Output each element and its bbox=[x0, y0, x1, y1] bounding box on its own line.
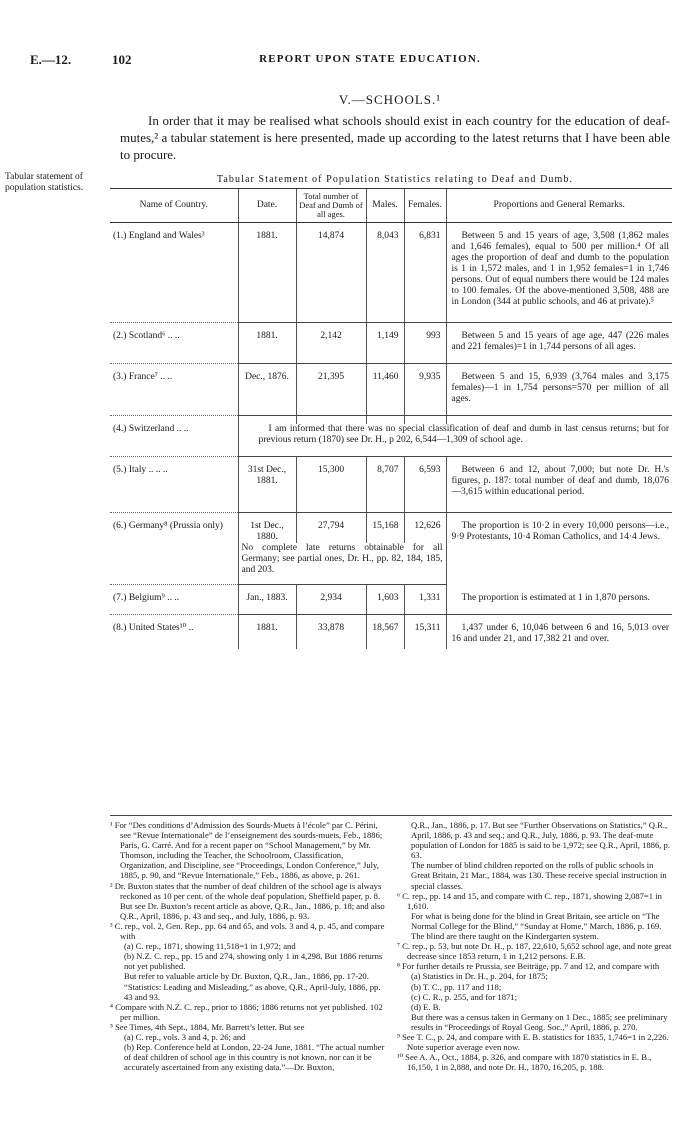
country-cell: (5.) Italy .. .. .. bbox=[110, 465, 238, 513]
remarks-cell bbox=[446, 231, 672, 323]
remarks-text: The proportion is 10·2 in every 10,000 persons—i.e., 9·9 Protestants, 10·4 Roman Catholics, and 14·4 Jews. bbox=[451, 521, 669, 542]
table-row bbox=[110, 372, 672, 416]
footnote: (b) Rep. Conference held at London, 22-24 June, 1881. “The actual number of deaf children of school age in this country is not known, nor can it be accurately ascertained from any existing data.”—Dr. Buxton, bbox=[124, 1042, 385, 1073]
females-cell: 1,331 bbox=[404, 593, 446, 615]
date-cell: 1881. bbox=[238, 231, 296, 323]
footnote: (c) C. R., p. 255, and for 1871; bbox=[411, 991, 517, 1002]
females-cell: 6,593 bbox=[404, 465, 446, 513]
remarks-cell bbox=[446, 593, 672, 615]
footnote: ¹ For “Des conditions d’Admission des Sourds-Muets à l’école” par C. Périni, see “Revue Internationale” de l’enseignement des sourds-muets, Feb., 1886; Paris, G. Carré. And for a recent paper on “School Management,” by Mr. Thomson, including the Teacher, the Schoolroom, Classification, Organization, and Discipline, see “Proceedings, London Conference,” July, 1885, p. 90, and “Revue Internationale,” Feb., 1886, as above, p. 261. bbox=[110, 820, 383, 881]
section-title: V.—SCHOOLS.¹ bbox=[338, 92, 442, 107]
table-caption: Tabular Statement of Population Statistics relating to Deaf and Dumb. bbox=[216, 174, 574, 185]
margin-note: Tabular statement of population statistics. bbox=[5, 172, 84, 193]
page-header bbox=[30, 52, 670, 70]
footnotes-column-right bbox=[397, 820, 672, 1072]
footnote: ¹⁰ See A. A., Oct., 1884, p. 326, and compare with 1870 statistics in E. B., 16,150, 1 in 2,888, and note Dr. H., 1870, 16,205, p. 188. bbox=[397, 1052, 652, 1073]
total-cell: 15,300 bbox=[296, 465, 366, 513]
table-row bbox=[110, 623, 672, 649]
females-cell: 993 bbox=[404, 331, 446, 364]
table-row bbox=[110, 521, 672, 543]
footnote: (a) C. rep., vols. 3 and 4, p. 26; and bbox=[124, 1031, 246, 1042]
remarks-text: I am informed that there was no special classification of deaf and dumb in last census returns; but for previous return (1870) see Dr. H., p 202, 6,544—1,309 of school age. bbox=[258, 424, 669, 445]
remarks-cell bbox=[446, 331, 672, 364]
footnote: ⁹ See T. C., p. 24, and compare with E. B. statistics for 1835, 1,746=1 in 2,226. Note superior average even now. bbox=[397, 1031, 669, 1053]
table-header-row bbox=[110, 189, 672, 223]
table-row bbox=[110, 424, 672, 457]
remarks-text: The proportion is estimated at 1 in 1,870 persons. bbox=[461, 593, 650, 603]
footnote: (b) T. C., pp. 117 and 118; bbox=[411, 981, 502, 992]
remarks-text: Between 5 and 15, 6,939 (3,764 males and 3,175 females)—1 in 1,754 persons=570 per million of all ages. bbox=[451, 372, 669, 404]
country-cell: (2.) Scotland⁶ .. .. bbox=[110, 331, 238, 364]
table-row bbox=[110, 593, 672, 615]
males-cell: 8,707 bbox=[366, 465, 404, 513]
footnote: ⁷ C. rep., p. 53, but note Dr. H., p. 187, 22,610, 5,652 school age, and note great decrease since 1853 return, 1 in 1,212 persons. E.B. bbox=[397, 941, 672, 962]
date-cell: Dec., 1876. bbox=[238, 372, 296, 416]
total-cell: 2,142 bbox=[296, 331, 366, 364]
doc-code: E.—12. bbox=[30, 52, 72, 67]
footnote: But refer to valuable article by Dr. Buxton, Q.R., Jan., 1886, pp. 17-20. “Statistics: Leading and Misleading,” as above, Q.R., April-July, 1886, pp. 43 and 93. bbox=[124, 971, 381, 1002]
header-remarks: Proportions and General Remarks. bbox=[446, 189, 672, 223]
table-row bbox=[110, 331, 672, 364]
total-cell: 27,794 bbox=[296, 521, 366, 543]
table-row bbox=[110, 231, 672, 323]
footnote: (a) Statistics in Dr. H., p. 204, for 1875; bbox=[411, 971, 548, 982]
date-cell: 1881. bbox=[238, 331, 296, 364]
remarks-text: 1,437 under 6, 10,046 between 6 and 16, 5,013 over 16 and under 21, and 17,382 21 and over. bbox=[451, 623, 669, 644]
country-cell: (4.) Switzerland .. .. bbox=[110, 424, 238, 457]
footnote: ⁶ C. rep., pp. 14 and 15, and compare with C. rep., 1871, showing 2,087=1 in 1,610. bbox=[397, 890, 662, 911]
footnote: ² Dr. Buxton states that the number of deaf children of the school age is always reckoned as 10 per cent. of the whole deaf population, Sheffield paper, p. 8. But see Dr. Buxton’s recent article as above, Q.R., Jan., 1886, p. 18; and also Q.R., April, 1886, p. 43 and seq., and July, 1886, p. 93. bbox=[110, 880, 385, 921]
footnote: The number of blind children reported on the rolls of public schools in Great Britain, 21 Mar., 1884, was 130. These receive special instruction in special classes. bbox=[411, 860, 667, 891]
footnote: But there was a census taken in Germany on 1 Dec., 1885; see preliminary results in “Proceedings of Royal Geog. Soc.,” April, 1886, p. 270. bbox=[411, 1011, 668, 1032]
footnote: (b) N.Z. C. rep., pp. 15 and 274, showing only 1 in 4,298. But 1886 returns not yet published. bbox=[124, 951, 383, 972]
remarks-text: Between 6 and 12, about 7,000; but note Dr. H.'s figures, p. 187: total number of deaf and dumb, 18,076—3,615 within educational period. bbox=[451, 465, 669, 497]
country-cell: (3.) France⁷ .. .. bbox=[110, 372, 238, 416]
intro-paragraph: In order that it may be realised what schools should exist in each country for the education of deaf-mutes,² a tabular statement is here presented, made up according to the latest returns that I have been able to procure. bbox=[120, 113, 670, 162]
footnote: ⁴ Compare with N.Z. C. rep., prior to 1886; 1886 returns not yet published. 102 per million. bbox=[110, 1001, 383, 1022]
date-cell: 1st Dec., 1880. bbox=[238, 521, 296, 543]
remarks-cell bbox=[446, 465, 672, 513]
header-females: Females. bbox=[404, 189, 446, 223]
remarks-cell bbox=[446, 521, 672, 585]
date-cell: 1881. bbox=[238, 623, 296, 649]
males-cell: 11,460 bbox=[366, 372, 404, 416]
table-row bbox=[110, 465, 672, 513]
running-title: REPORT UPON STATE EDUCATION. bbox=[259, 53, 481, 65]
remarks-cell bbox=[446, 372, 672, 416]
remarks-text: Between 5 and 15 years of age age, 447 (226 males and 221 females)=1 in 1,744 persons of all ages. bbox=[451, 331, 669, 352]
footnote: ⁵ See Times, 4th Sept., 1884, Mr. Barrett’s letter. But see bbox=[110, 1021, 305, 1032]
country-cell: (1.) England and Wales³ bbox=[110, 231, 238, 323]
remarks-text: Between 5 and 15 years of age, 3,508 (1,862 males and 1,646 females), equal to 500 per million.⁴ Of all ages the proportion of deaf and dumb to the population is 1 in 1,572 males, and 1 in 1,952 females=1 in 1,746 persons. Out of equal numbers there would be 124 males to 100 females. Of the above-mentioned 3,508, 488 are in London (344 at public schools, and 46 at private).⁵ bbox=[451, 231, 669, 307]
total-cell: 2,934 bbox=[296, 593, 366, 615]
germany-note: No complete late returns obtainable for all Germany; see partial ones, Dr. H., pp. 82, 184, 185, and 203. bbox=[238, 543, 446, 585]
males-cell: 18,567 bbox=[366, 623, 404, 649]
footnote: For what is being done for the blind in Great Britain, see article on “The Normal College for the Blind,” “Sunday at Home,” March, 1886, p. 169. The blind are there taught on the Kindergarten system. bbox=[411, 910, 662, 942]
header-date: Date. bbox=[238, 189, 296, 223]
country-cell: (8.) United States¹⁰ .. bbox=[113, 623, 194, 633]
footnote: ⁸ For further details re Prussia, see Beiträge, pp. 7 and 12, and compare with bbox=[397, 961, 660, 972]
page-number: 102 bbox=[112, 52, 132, 67]
males-cell: 1,149 bbox=[366, 331, 404, 364]
footnotes-column-left bbox=[110, 820, 385, 1072]
header-males: Males. bbox=[366, 189, 404, 223]
date-cell: 31st Dec., 1881. bbox=[238, 465, 296, 513]
footnote: ³ C. rep., vol. 2, Gen. Rep., pp. 64 and 65, and vols. 3 and 4, p. 45, and compare with bbox=[110, 920, 385, 942]
footnote: Q.R., Jan., 1886, p. 17. But see “Further Observations on Statistics,” Q.R., April, 1886, p. 43 and seq.; and Q.R., July, 1886, p. 93. The deaf-mute population of London for 1885 is said to be 1,972; see Q.R., April, 1886, p. 63. bbox=[411, 820, 670, 861]
females-cell: 6,831 bbox=[404, 231, 446, 323]
footnote: (d) E. B. bbox=[411, 1001, 441, 1012]
statistics-table bbox=[110, 188, 672, 649]
date-cell: Jan., 1883. bbox=[238, 593, 296, 615]
footnote: (a) C. rep., 1871, showing 11,518=1 in 1,972; and bbox=[124, 941, 296, 952]
total-cell: 14,874 bbox=[296, 231, 366, 323]
footnotes bbox=[110, 815, 672, 1121]
header-country: Name of Country. bbox=[110, 189, 238, 223]
header-total: Total number of Deaf and Dumb of all ages. bbox=[296, 189, 366, 223]
males-cell: 15,168 bbox=[366, 521, 404, 543]
remarks-cell bbox=[446, 623, 672, 649]
country-cell: (7.) Belgium⁹ .. .. bbox=[110, 593, 238, 615]
total-cell: 21,395 bbox=[296, 372, 366, 416]
remarks-cell bbox=[238, 424, 672, 457]
males-cell: 8,043 bbox=[366, 231, 404, 323]
females-cell: 15,311 bbox=[404, 623, 446, 649]
total-cell: 33,878 bbox=[296, 623, 366, 649]
males-cell: 1,603 bbox=[366, 593, 404, 615]
females-cell: 9,935 bbox=[404, 372, 446, 416]
country-cell: (6.) Germany⁸ (Prussia only) bbox=[113, 521, 223, 531]
females-cell: 12,626 bbox=[404, 521, 446, 543]
